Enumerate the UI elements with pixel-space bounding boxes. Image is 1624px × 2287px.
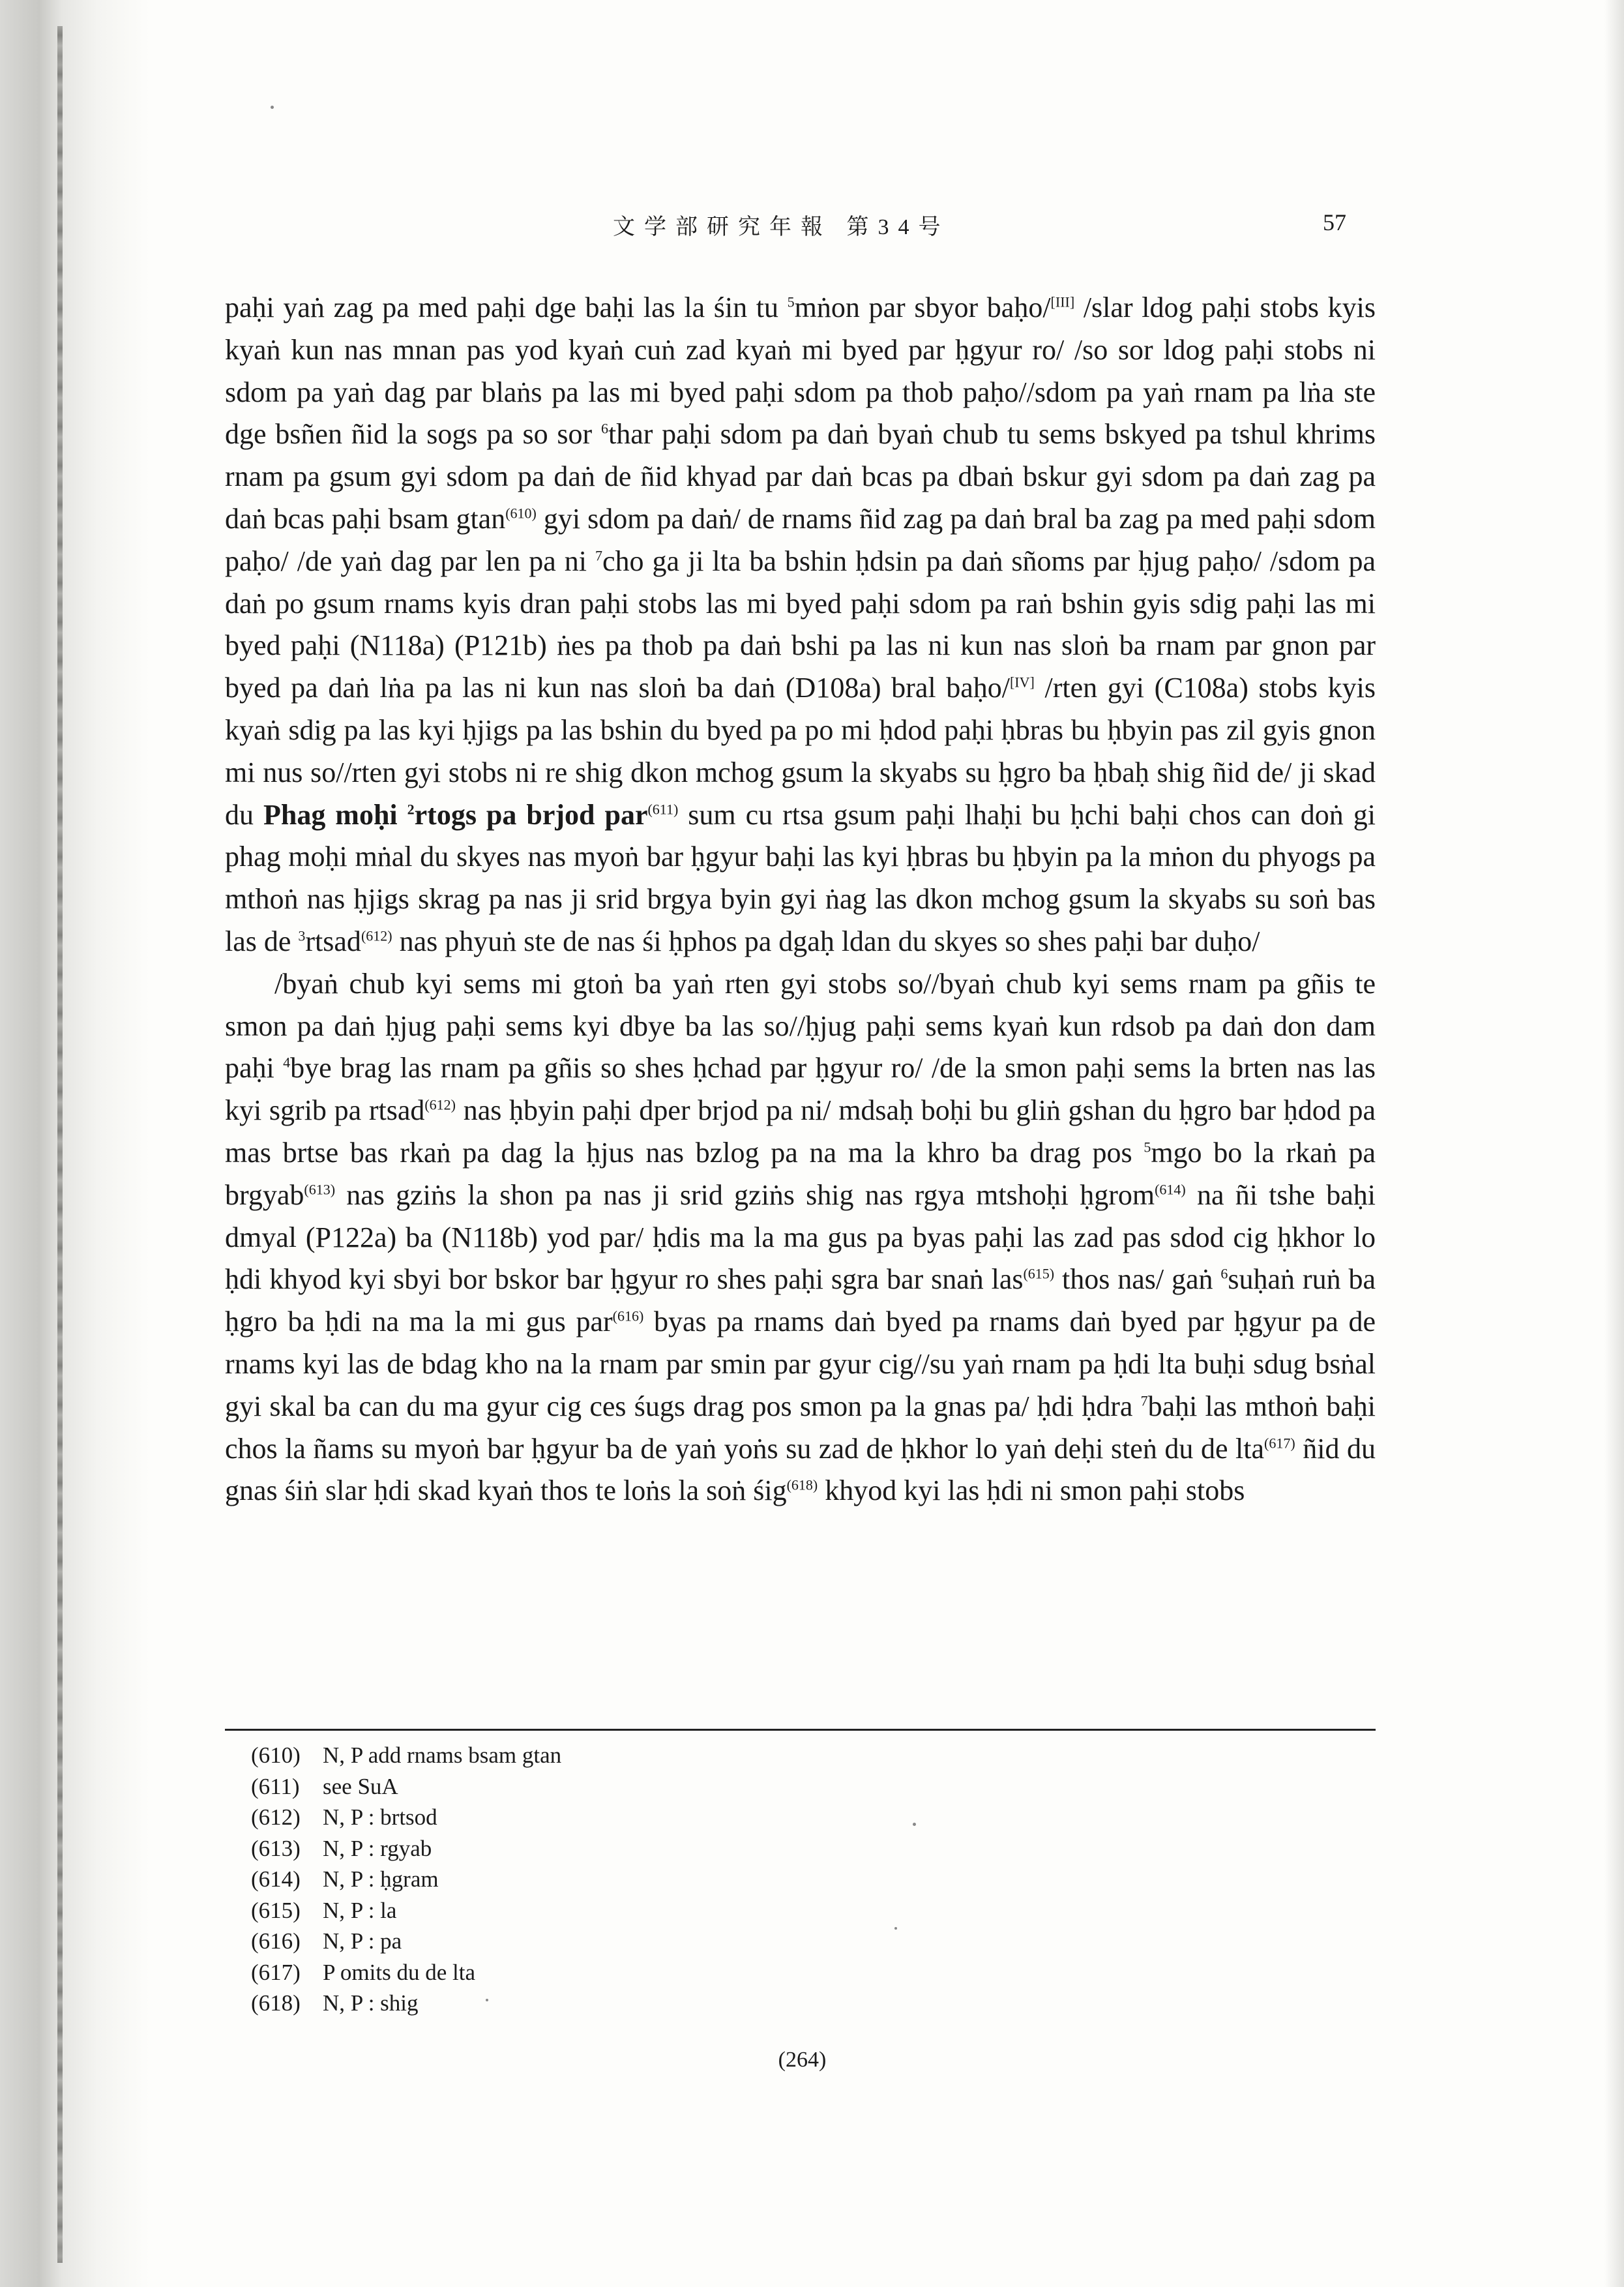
paragraph: paḥi yaṅ zag pa med paḥi dge baḥi las la śin tu $^5$mṅon par sbyor baḥo/[III] /slar ldog paḥi stobs kyis kyaṅ kun nas mnan pas yod kyaṅ cuṅ zad kyaṅ mi byed par ḥgyur ro/ /so sor ldog paḥi stobs ni sdom pa yaṅ dag par blaṅs pa las mi byed paḥi sdom pa thob paḥo//sdom pa yaṅ rnam pa lṅa ste dge bsñen ñid la sogs pa so sor $^6$thar paḥi sdom pa daṅ byaṅ chub tu sems bskyed pa tshul khrims rnam pa gsum gyi sdom pa daṅ de ñid khyad par daṅ bcas pa dbaṅ bskur gyi sdom pa daṅ zag pa daṅ bcas paḥi bsam gtan$^{(610)}$ gyi sdom pa daṅ/ de rnams ñid zag pa daṅ bral ba zag pa med paḥi sdom paḥo/ /de yaṅ dag par len pa ni $^7$cho ga ji lta ba bshin ḥdsin pa daṅ sñoms par ḥjug paḥo/ /sdom pa daṅ po gsum rnams kyis dran paḥi stobs las mi byed paḥi sdom pa raṅ bshin gyis sdig paḥi las mi byed paḥi (N118a) (P121b) ṅes pa thob pa daṅ bshi pa las ni kun nas sloṅ ba rnam par gnon par byed pa daṅ lṅa pa las ni kun nas sloṅ ba daṅ (D108a) bral baḥo/[IV] /rten gyi (C108a) stobs kyis kyaṅ sdig pa las kyi ḥjigs pa las bshin du byed pa po mi ḥdod paḥi ḥbras bu ḥbyin pas zil gyis gnon mi nus so//rten gyi stobs ni re shig dkon mchog gsum la skyabs su ḥgro ba ḥbaḥ shig ñid de/ ji skad du Phag moḥi $^2$rtogs pa brjod par$^{(611)}$ sum cu rtsa gsum paḥi lhaḥi bu ḥchi baḥi chos can doṅ gi phag moḥi mṅal du skyes nas myoṅ bar ḥgyur baḥi las kyi ḥbras bu ḥbyin pa la mṅon du phyogs pa mthoṅ nas ḥjigs skrag pa nas ji srid brgya byin gyi ṅag las dkon mchog gsum la skyabs su soṅ bas las de $^3$rtsad$^{(612)}$ nas phyuṅ ste de nas śi ḥphos pa dgaḥ ldan du skyes so shes paḥi bar duḥo/ [225, 291, 1376, 957]
footnote-text: N, P : pa [323, 1928, 402, 1954]
scan-shadow-left [0, 0, 150, 2287]
binding-edge [57, 26, 63, 2263]
footnote-text: see SuA [323, 1773, 398, 1799]
note-marker: [IV] [1009, 674, 1035, 691]
footnote-number: (616) [251, 1928, 301, 1954]
scan-speck [486, 1999, 488, 2001]
footnote-text: P omits du de lta [323, 1959, 475, 1985]
footnote-number: (615) [251, 1897, 301, 1923]
footnote-text: N, P : ḥgram [323, 1866, 439, 1892]
footnote-text: N, P : shig [323, 1990, 419, 2016]
footnote [251, 1740, 1164, 1771]
footnote [251, 1864, 1164, 1895]
footnote [251, 1926, 1164, 1957]
journal-page-label: (264) [778, 2048, 827, 2072]
note-marker: 5 [1144, 1139, 1151, 1156]
scan-speck [894, 1927, 897, 1930]
note-marker: 3 [298, 927, 306, 944]
note-marker: 5 [787, 293, 795, 310]
footnote [251, 1988, 1164, 2019]
footnote-number: (610) [251, 1742, 301, 1768]
note-marker: (614) [1155, 1181, 1186, 1198]
footnote-text: N, P : brtsod [323, 1804, 437, 1830]
scan-shadow-right [1604, 0, 1624, 2287]
note-marker: 7 [595, 547, 602, 564]
page-number: 57 [1323, 209, 1346, 235]
footnote [251, 1895, 1164, 1926]
note-marker: 6 [1220, 1265, 1228, 1282]
page-header [222, 209, 1382, 248]
footnote-number: (618) [251, 1990, 301, 2016]
main-text [225, 287, 1376, 1512]
footnotes [251, 1740, 1164, 2019]
footnote-text: N, P : rgyab [323, 1835, 432, 1861]
footnote-number: (613) [251, 1835, 301, 1861]
note-marker: (612) [424, 1096, 456, 1113]
footnote [251, 1771, 1164, 1802]
footnote-text: N, P add rnams bsam gtan [323, 1742, 562, 1768]
note-marker: (610) [505, 505, 537, 522]
footnote-number: (617) [251, 1959, 301, 1985]
note-marker: 2 [407, 800, 415, 817]
note-marker: (616) [612, 1308, 644, 1324]
footnote-text: N, P : la [323, 1897, 397, 1923]
note-marker: (613) [304, 1181, 336, 1198]
scan-speck [913, 1823, 916, 1826]
footnote [251, 1957, 1164, 1988]
footnote-rule [225, 1729, 1376, 1731]
note-marker: 6 [600, 420, 608, 437]
note-marker: (615) [1023, 1265, 1055, 1282]
footnote-number: (611) [251, 1773, 300, 1799]
work-title: Phag moḥi $^2$rtogs pa brjod par [263, 798, 648, 831]
footnote-number: (612) [251, 1804, 301, 1830]
note-marker: 7 [1140, 1392, 1148, 1409]
footnote [251, 1833, 1164, 1864]
page-footer [0, 2048, 1624, 2072]
footnote [251, 1802, 1164, 1833]
running-title: 文学部研究年報 第34号 [613, 215, 950, 239]
note-marker: 4 [283, 1054, 291, 1071]
note-marker: (618) [786, 1476, 818, 1493]
scan-speck [271, 106, 274, 109]
paragraph: /byaṅ chub kyi sems mi gtoṅ ba yaṅ rten gyi stobs so//byaṅ chub kyi sems rnam pa gñis te smon pa daṅ ḥjug paḥi sems kyi dbye ba las so//ḥjug paḥi sems kyaṅ kun rdsob pa daṅ don dam paḥi $^4$bye brag las rnam pa gñis so shes ḥchad par ḥgyur ro/ /de la smon paḥi sems la brten nas las kyi sgrib pa rtsad$^{(612)}$ nas ḥbyin paḥi dper brjod pa ni/ mdsaḥ boḥi bu gliṅ gshan du ḥgro bar ḥdod pa mas brtse bas rkaṅ pa dag la ḥjus nas bzlog pa na ma la khro ba drag pos $^5$mgo bo la rkaṅ pa brgyab$^{(613)}$ nas gziṅs la shon pa nas ji srid gziṅs shig nas rgya mtshoḥi ḥgrom$^{(614)}$ na ñi tshe baḥi dmyal (P122a) ba (N118b) yod par/ ḥdis ma la ma gus pa byas paḥi las zad pas sdod cig ḥkhor lo ḥdi khyod kyi sbyi bor bskor bar ḥgyur ro shes paḥi sgra bar snaṅ las$^{(615)}$ thos nas/ gaṅ $^6$suḥaṅ ruṅ ba ḥgro ba ḥdi na ma la mi gus par$^{(616)}$ byas pa rnams daṅ byed pa rnams daṅ byed par ḥgyur pa de rnams kyi las de bdag kho na la rnam par smin par gyur cig//su yaṅ rnam pa ḥdi lta buḥi sdug bsṅal gyi skal ba can du ma gyur cig ces śugs drag pos smon pa la gnas pa/ ḥdi ḥdra $^7$baḥi las mthoṅ baḥi chos la ñams su myoṅ bar ḥgyur ba de yaṅ yoṅs su zad de ḥkhor lo yaṅ deḥi steṅ du de lta$^{(617)}$ ñid du gnas śiṅ slar ḥdi skad kyaṅ thos te loṅs la soṅ śig$^{(618)}$ khyod kyi las ḥdi ni smon paḥi stobs [225, 967, 1376, 1507]
footnote-number: (614) [251, 1866, 301, 1892]
note-marker: (617) [1264, 1434, 1295, 1451]
note-marker: (612) [361, 927, 392, 944]
note-marker: (611) [647, 800, 679, 817]
note-marker: [III] [1050, 293, 1075, 310]
